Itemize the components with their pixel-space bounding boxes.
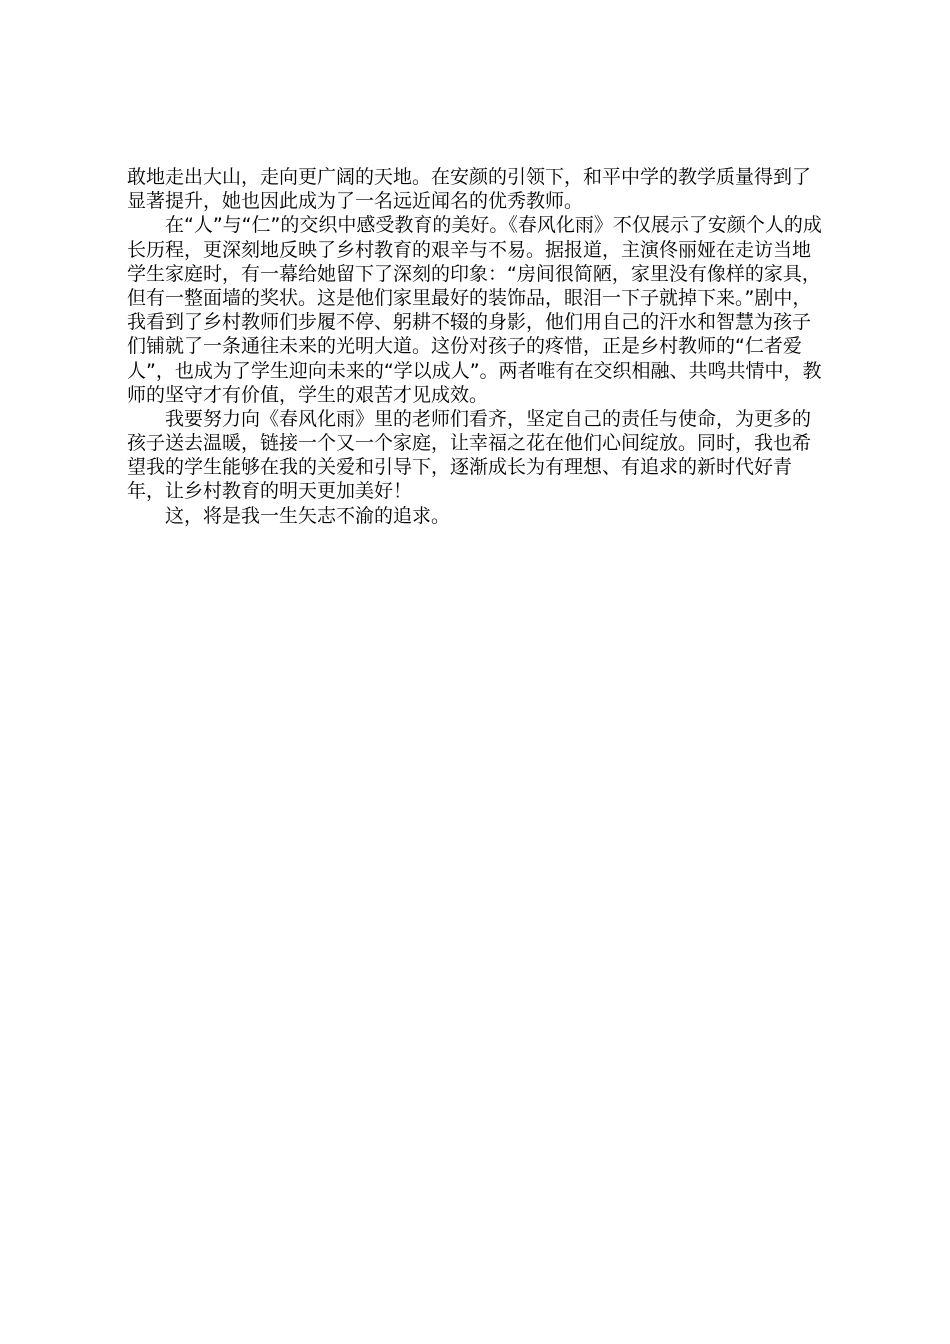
text-line: 望我的学生能够在我的关爱和引导下，逐渐成长为有理想、有追求的新时代好青 (127, 456, 793, 479)
text-line: 人”，也成为了学生迎向未来的“学以成人”。两者唯有在交织相融、共鸣共情中，教 (127, 359, 822, 382)
text-line: 敢地走出大山，走向更广阔的天地。在安颜的引领下，和平中学的教学质量得到了 (127, 166, 812, 188)
text-line: 这，将是我一生矢志不渝的追求。 (165, 504, 451, 527)
text-line: 在“人”与“仁”的交织中感受教育的美好。《春风化雨》不仅展示了安颜个人的成 (165, 214, 822, 237)
text-line: 我要努力向《春风化雨》里的老师们看齐，坚定自己的责任与使命，为更多的 (165, 407, 812, 430)
text-line: 孩子送去温暖，链接一个又一个家庭，让幸福之花在他们心间绽放。同时，我也希 (127, 432, 812, 455)
text-line: 学生家庭时，有一幕给她留下了深刻的印象：“房间很简陋，家里没有像样的家具， (127, 262, 821, 285)
text-line: 师的坚守才有价值，学生的艰苦才见成效。 (127, 383, 489, 406)
text-line: 年，让乡村教育的明天更加美好！ (127, 480, 413, 503)
text-line: 长历程，更深刻地反映了乡村教育的艰辛与不易。据报道，主演佟丽娅在走访当地 (127, 238, 812, 261)
document-body (127, 165, 833, 528)
text-line: 们铺就了一条通往未来的光明大道。这份对孩子的疼惜，正是乡村教师的“仁者爱 (127, 335, 802, 358)
text-line: 显著提升，她也因此成为了一名远近闻名的优秀教师。 (127, 190, 584, 213)
text-line: 但有一整面墙的奖状。这是他们家里最好的装饰品，眼泪一下子就掉下来。”剧中， (127, 286, 812, 309)
text-line: 我看到了乡村教师们步履不停、躬耕不辍的身影，他们用自己的汗水和智慧为孩子 (127, 311, 812, 334)
